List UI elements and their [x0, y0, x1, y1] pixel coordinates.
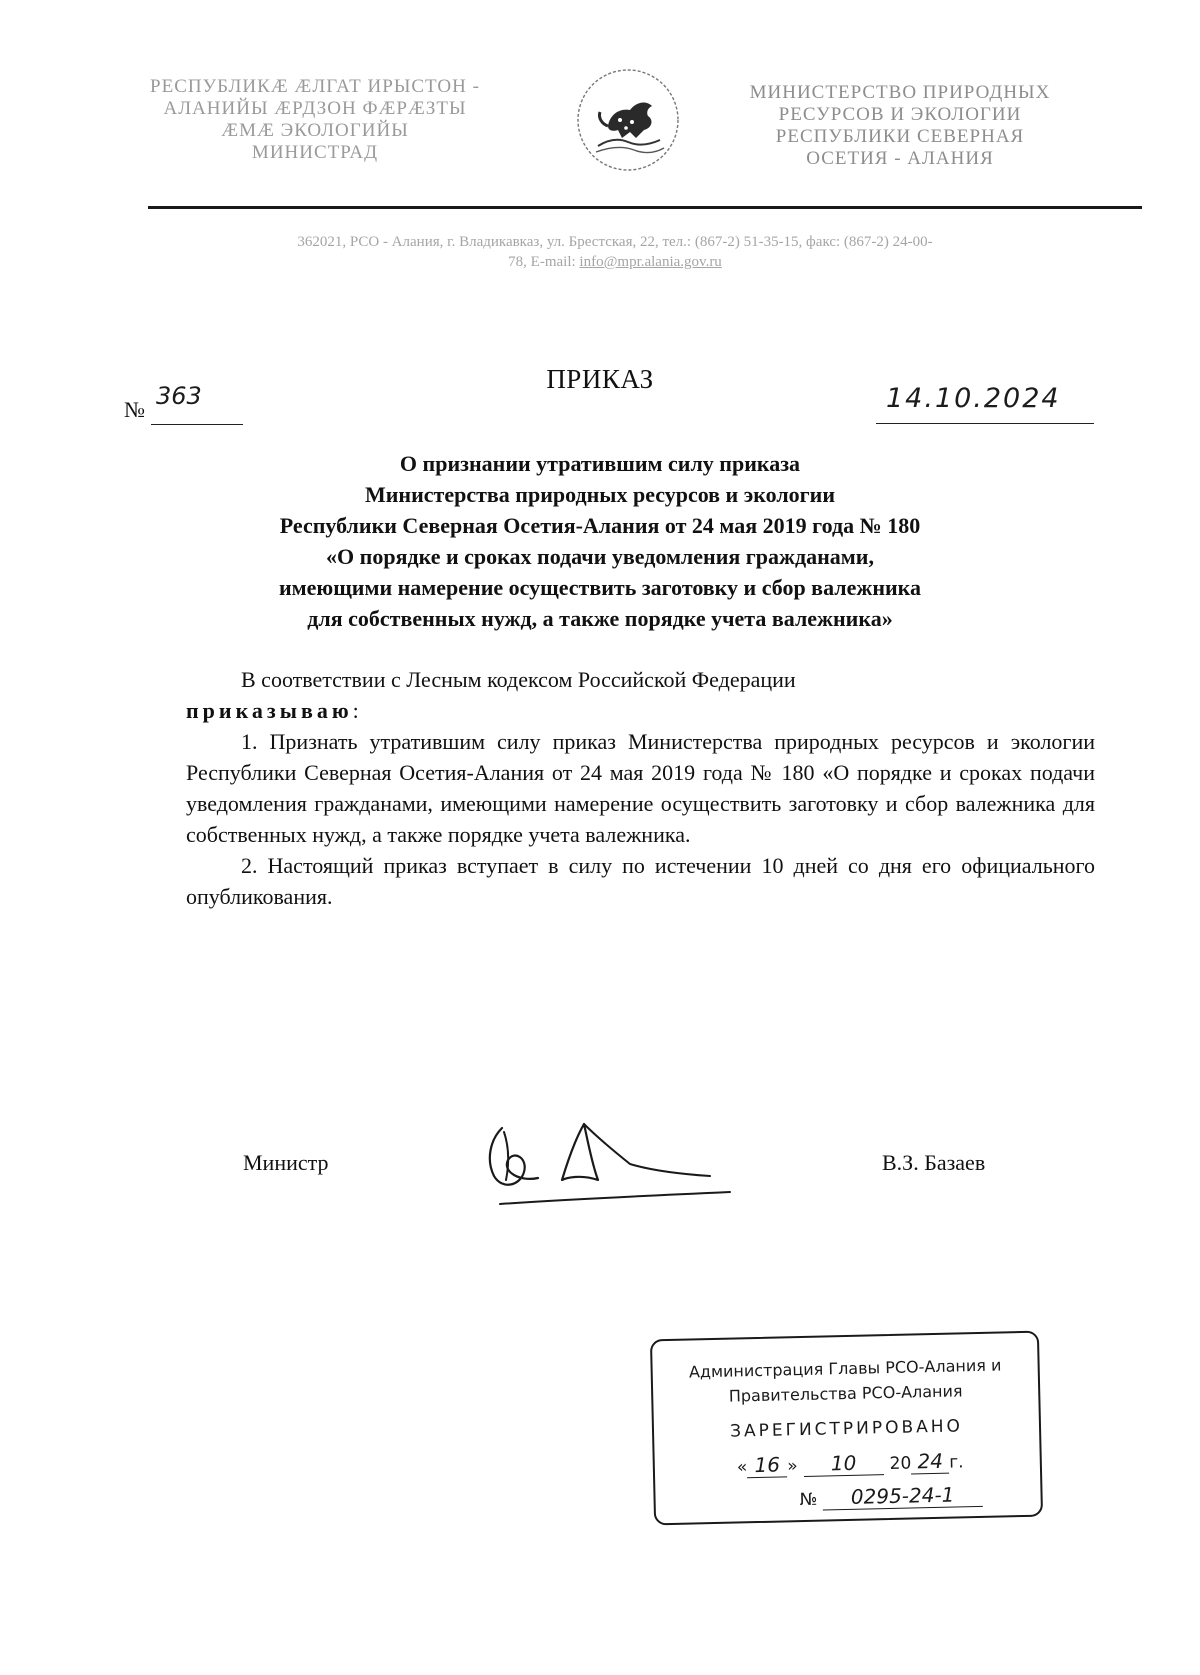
letterhead-ossetian: [100, 76, 530, 164]
heading-line: Республики Северная Осетия-Алания от 24 мая 2019 года № 180: [279, 513, 921, 538]
letterhead-contacts: [120, 232, 1110, 272]
contacts-address-line: 362021, РСО - Алания, г. Владикавказ, ул. Брестская, 22, тел.: (867-2) 51-35-15, факс: (867-2) 24-00-: [297, 234, 933, 250]
letterhead-russian-line: МИНИСТЕРСТВО ПРИРОДНЫХ: [749, 82, 1051, 103]
stamp-registration-number: [799, 1482, 983, 1511]
letterhead-ossetian-line: ÆМÆ ЭКОЛОГИЙЫ: [221, 120, 409, 141]
stamp-number-label: №: [799, 1489, 818, 1511]
order-body: [186, 664, 1095, 912]
order-date-handwritten: 14.10.2024: [886, 383, 1061, 414]
signatory-role: Министр: [243, 1150, 329, 1175]
heading-line: О признании утратившим силу приказа: [399, 451, 801, 476]
stamp-year-suffix: г.: [949, 1452, 964, 1473]
stamp-authority-line-1: Администрация Главы РСО-Алания и: [688, 1355, 1002, 1382]
stamp-month-handwritten: 10: [803, 1450, 884, 1477]
stamp-registered-label: ЗАРЕГИСТРИРОВАНО: [729, 1416, 964, 1442]
letterhead-russian-line: ОСЕТИЯ - АЛАНИЯ: [806, 148, 994, 169]
stamp-year-handwritten: 24: [911, 1449, 950, 1475]
stamp-year-prefix: 20: [889, 1453, 912, 1475]
heading-line: Министерства природных ресурсов и экологии: [364, 482, 836, 507]
order-number-label: №: [124, 397, 145, 422]
order-heading: [150, 448, 1050, 634]
stamp-quote-close: »: [787, 1456, 798, 1477]
letterhead-ossetian-line: АЛАНИЙЫ ÆРДЗОН ФÆРÆЗТЫ: [163, 98, 467, 119]
order-number-underline: [151, 424, 243, 425]
stamp-authority-line-2: Правительства РСО-Алания: [728, 1381, 963, 1406]
letterhead-russian: [700, 82, 1100, 170]
body-item-2: 2. Настоящий приказ вступает в силу по истечении 10 дней со дня его официального опубликования.: [186, 853, 1095, 909]
preamble-text: В соответствии с Лесным кодексом Российской Федерации: [241, 667, 796, 692]
order-date-underline: [876, 423, 1094, 424]
contacts-email-link[interactable]: info@mpr.alania.gov.ru: [579, 254, 722, 270]
letterhead-divider: [148, 206, 1142, 209]
order-word-colon: :: [352, 698, 359, 723]
document-title: ПРИКАЗ: [546, 364, 654, 394]
stamp-number-handwritten: 0295-24-1: [822, 1482, 983, 1511]
letterhead-russian-line: РЕСУРСОВ И ЭКОЛОГИИ: [778, 104, 1022, 125]
heading-line: имеющими намерение осуществить заготовку и сбор валежника: [278, 575, 922, 600]
stamp-date: [737, 1448, 964, 1478]
letterhead-ossetian-line: РЕСПУБЛИКÆ ÆЛГАТ ИРЫСТОН -: [150, 76, 480, 97]
order-word: приказываю: [186, 698, 353, 723]
letterhead-ossetian-line: МИНИСТРАД: [251, 142, 379, 163]
body-preamble: [186, 664, 1095, 695]
body-order-word-line: [186, 695, 1095, 726]
registration-stamp: [650, 1331, 1043, 1526]
contacts-email-prefix: 78, E-mail:: [508, 254, 580, 270]
snow-leopard-emblem-icon: [574, 66, 682, 174]
body-item-1: 1. Признать утратившим силу приказ Министерства природных ресурсов и экологии Республики Северная Осетия-Алания от 24 мая 2019 года № 180 «О порядке и сроках подачи уведомления гражданами, имеющими намерение осуществить заготовку и сбор валежника для собственных нужд, а также порядке учета валежника.: [186, 729, 1095, 847]
letterhead-russian-line: РЕСПУБЛИКИ СЕВЕРНАЯ: [775, 126, 1025, 147]
handwritten-signature-icon: [480, 1120, 750, 1230]
order-number-handwritten: 363: [156, 382, 202, 410]
signatory-name: В.З. Базаев: [882, 1150, 986, 1175]
contacts-email-line: [120, 252, 1110, 272]
stamp-quote-open: «: [736, 1457, 748, 1478]
heading-line: для собственных нужд, а также порядке учета валежника»: [307, 606, 893, 631]
heading-line: «О порядке и сроках подачи уведомления гражданами,: [326, 544, 874, 569]
stamp-day-handwritten: 16: [747, 1452, 788, 1478]
